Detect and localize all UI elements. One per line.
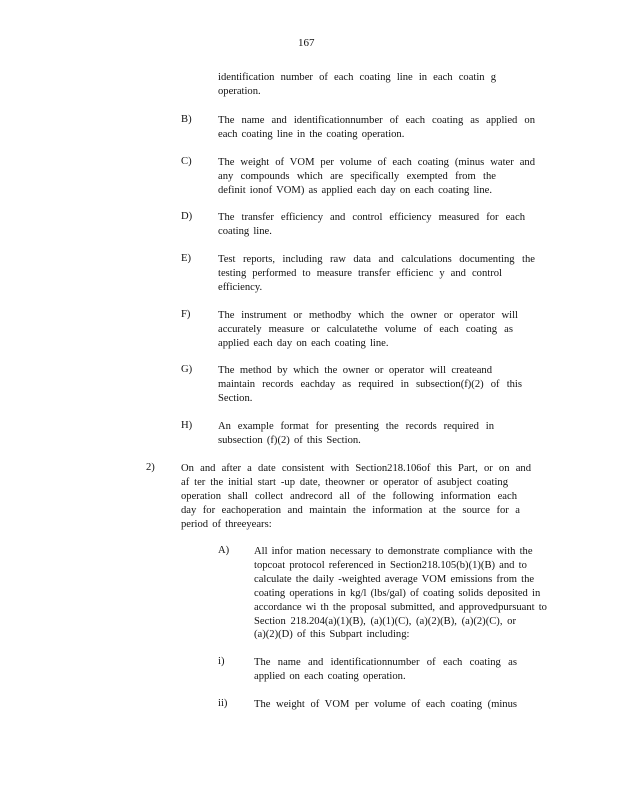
text-line: period of threeyears:	[181, 518, 272, 530]
item-text	[218, 309, 535, 351]
text-line: day for eachoperation and maintain the information at the source for a	[181, 504, 520, 516]
text-line: subsection (f)(2) of this Section.	[218, 434, 361, 446]
text-line: The instrument or methodby which the owner or operator will	[218, 310, 518, 321]
paragraph-text	[181, 462, 531, 532]
item-label: F)	[181, 309, 191, 320]
text-line: The weight of VOM per volume of each coating (minus	[254, 699, 517, 710]
text-line: On and after a date consistent with Section218.106of this Part, or on and	[181, 463, 531, 474]
page-number: 167	[298, 37, 315, 49]
text-line: coating line.	[218, 225, 272, 237]
subitem-label: i)	[218, 656, 225, 667]
text-line: topcoat protocol referenced in Section218.105(b)(1)(B) and to	[254, 559, 527, 571]
item-label: C)	[181, 156, 192, 167]
item-label: A)	[218, 545, 230, 556]
item-label: E)	[181, 253, 191, 264]
text-line: The weight of VOM per volume of each coating (minus water and	[218, 157, 535, 168]
text-line: The method by which the owner or operator will createand	[218, 365, 492, 376]
text-line: operation.	[218, 85, 261, 97]
text-line: definit ionof VOM) as applied each day on each coating line.	[218, 184, 492, 196]
text-line: calculate the daily -weighted average VOM emissions from the	[254, 573, 535, 585]
text-line: maintain records eachday as required in subsection(f)(2) of this	[218, 378, 522, 390]
text-line: applied each day on each coating line.	[218, 337, 389, 349]
text-line: any compounds which are specifically exempted from the	[218, 170, 496, 182]
text-line: The name and identificationnumber of each coating as	[254, 657, 517, 668]
item-text	[218, 420, 535, 448]
text-line: operation shall collect andrecord all of the following information each	[181, 490, 517, 502]
item-text	[254, 545, 547, 642]
text-line: efficiency.	[218, 281, 263, 293]
continuation-text	[218, 71, 535, 99]
text-line: The name and identificationnumber of each coating as applied on	[218, 115, 535, 126]
text-line: Section.	[218, 392, 253, 404]
item-text	[218, 114, 535, 142]
item-text	[218, 364, 535, 406]
item-label: H)	[181, 420, 193, 431]
text-line: testing performed to measure transfer efficienc y and control	[218, 267, 502, 279]
text-line: each coating line in the coating operation.	[218, 128, 405, 140]
paragraph-label: 2)	[146, 462, 155, 473]
text-line: accordance wi th the proposal submitted, and approvedpursuant to	[254, 601, 547, 613]
text-line: An example format for presenting the records required in	[218, 421, 494, 432]
subitem-text	[254, 698, 517, 712]
text-line: af ter the initial start -up date, theowner or operator of asubject coating	[181, 476, 508, 488]
text-line: applied on each coating operation.	[254, 670, 406, 682]
text-line: accurately measure or calculatethe volume of each coating as	[218, 323, 513, 335]
text-line: The transfer efficiency and control efficiency measured for each	[218, 212, 525, 223]
text-line: identification number of each coating line in each coatin g	[218, 72, 496, 83]
text-line: Test reports, including raw data and calculations documenting the	[218, 254, 535, 265]
item-label: D)	[181, 211, 193, 222]
text-line: (a)(2)(D) of this Subpart including:	[254, 629, 410, 641]
item-text	[218, 253, 535, 295]
item-text	[218, 211, 535, 239]
item-text	[218, 156, 535, 198]
text-line: coating operations in kg/l (lbs/gal) of coating solids deposited in	[254, 587, 541, 599]
item-label: G)	[181, 364, 193, 375]
subitem-label: ii)	[218, 698, 228, 709]
subitem-text	[254, 656, 517, 684]
item-label: B)	[181, 114, 192, 125]
text-line: Section 218.204(a)(1)(B), (a)(1)(C), (a)(2)(B), (a)(2)(C), or	[254, 615, 516, 627]
text-line: All infor mation necessary to demonstrate compliance with the	[254, 546, 533, 557]
